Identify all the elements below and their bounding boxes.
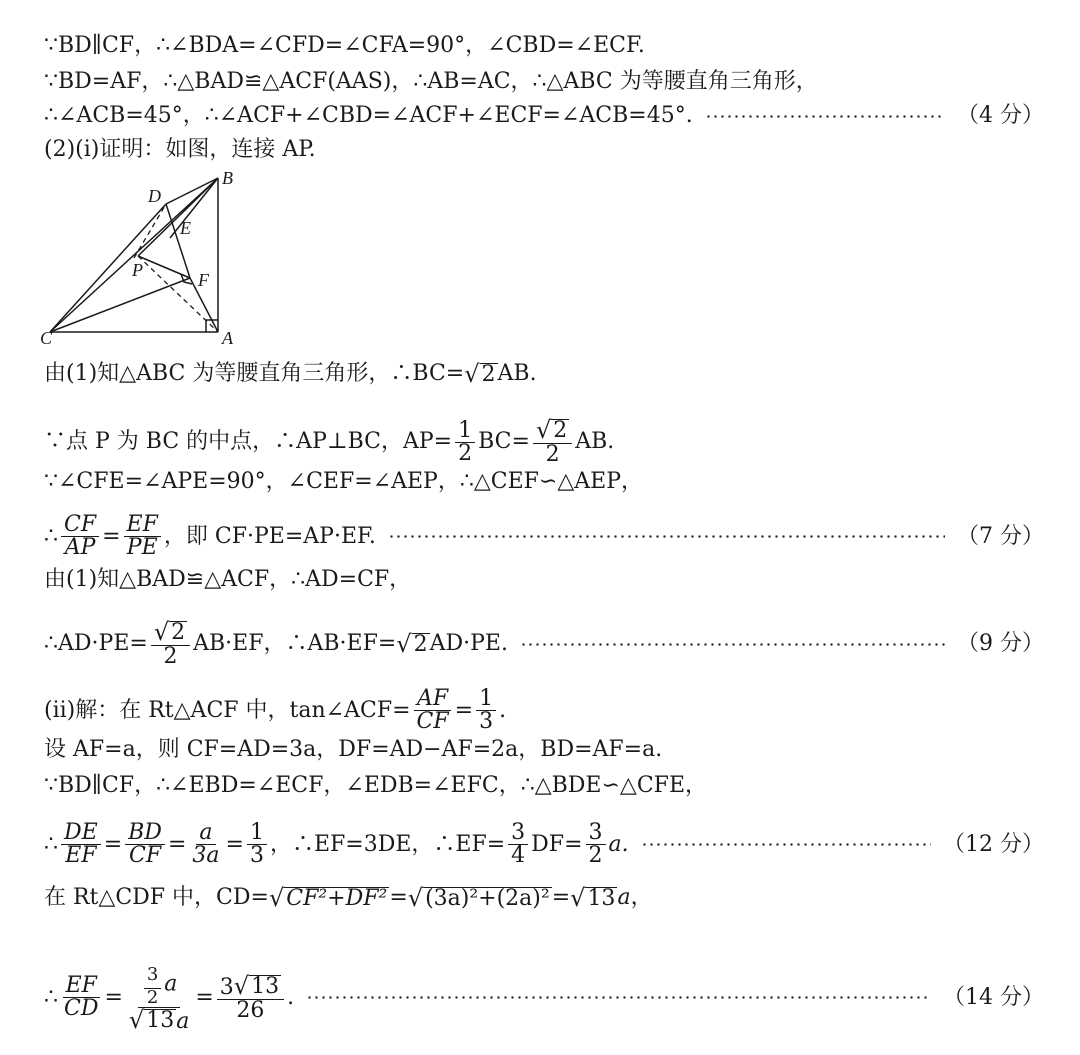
- point-label-e: E: [180, 218, 191, 238]
- fraction: $\frac{EF}{PE}$: [124, 514, 161, 559]
- dot-leader: [705, 115, 945, 118]
- fraction: √ 2 2: [151, 620, 190, 668]
- score-mark: （12 分）: [943, 831, 1044, 857]
- fraction: 3 √ 13 26: [217, 974, 284, 1022]
- sqrt-expr: √ (3a)²+(2a)²: [407, 884, 550, 912]
- fraction: $\frac{a}{3a}$: [192, 820, 220, 868]
- fraction: $\frac{1}{2}$: [455, 420, 475, 465]
- score-mark: （7 分）: [957, 523, 1044, 549]
- text-line: ∵点 P 为 BC 的中点，∴AP⊥BC，AP= $\frac{1}{2}$ BC= √ 2 2 AB.: [44, 416, 615, 467]
- dot-leader: [641, 843, 931, 846]
- score-mark: （9 分）: [957, 631, 1044, 656]
- text-line: ∵∠CFE=∠APE=90°，∠CEF=∠AEP，∴△CEF∽△AEP，: [44, 469, 644, 494]
- sqrt-expr: √ 2: [396, 630, 428, 658]
- text-line: 由(1)知△ABC 为等腰直角三角形，∴BC= √ 2 AB.: [44, 360, 537, 388]
- fraction: $\frac{1}{3}$: [476, 688, 496, 733]
- text-line: 由(1)知△BAD≌△ACF，∴AD=CF，: [44, 567, 412, 592]
- fraction: $\frac{EF}{CD}$: [64, 973, 99, 1021]
- geometry-figure: [40, 168, 250, 348]
- point-label-b: B: [222, 168, 233, 188]
- dot-leader: [306, 996, 931, 999]
- text-line: ∵BD=AF，∴△BAD≌△ACF(AAS)，∴AB=AC，∴△ABC 为等腰直角三角形，: [44, 69, 818, 94]
- fraction: √ 2 2: [533, 418, 572, 466]
- text-line: 在 Rt△CDF 中，CD= √ CF²+DF² = √ (3a)²+(2a)² = √ 13 a ，: [44, 884, 653, 912]
- point-label-d: D: [148, 186, 161, 206]
- score-mark: （14 分）: [943, 984, 1044, 1010]
- text-line: ∴ $\frac{CF}{AP}$ = $\frac{EF}{PE}$ ，即 CF·PE=AP·EF. （7 分）: [44, 512, 1044, 560]
- dot-leader: [520, 643, 945, 646]
- text-line: ∴ $\frac{DE}{EF}$ = $\frac{BD}{CF}$ = $\frac{a}{3a}$ = $\frac{1}{3}$ ，∴EF=3DE，∴EF= $\frac{3}{4}$ DF= $\frac{3}{2}$ a. （12 分）: [44, 820, 1044, 868]
- fraction: $\frac{AF}{CF}$: [414, 688, 452, 733]
- score-mark: （4 分）: [957, 103, 1044, 128]
- fraction: $\frac{3}{4}$: [508, 822, 528, 867]
- point-label-a: A: [222, 328, 233, 348]
- point-label-c: C: [40, 328, 53, 348]
- fraction: $\frac{3}{2}$: [586, 822, 606, 867]
- fraction: $\frac{1}{3}$: [247, 822, 267, 867]
- fraction: $\frac{BD}{CF}$: [125, 822, 165, 867]
- text-line: 设 AF=a，则 CF=AD=3a，DF=AD−AF=2a，BD=AF=a.: [44, 737, 663, 762]
- text-line: (ii)解：在 Rt△ACF 中，tan∠ACF= $\frac{AF}{CF}$ = $\frac{1}{3}$ .: [44, 686, 507, 734]
- sqrt-expr: √ 13: [570, 884, 616, 912]
- text-line: ∵BD∥CF，∴∠BDA=∠CFD=∠CFA=90°，∠CBD=∠ECF.: [44, 33, 645, 58]
- text-line: ∴AD·PE= √ 2 2 AB·EF，∴AB·EF= √ 2 AD·PE. （9 分）: [44, 618, 1044, 669]
- text-line: (2)(i)证明：如图，连接 AP.: [44, 137, 316, 162]
- dot-leader: [388, 535, 945, 538]
- text-line: ∴∠ACB=45°，∴∠ACF+∠CBD=∠ACF+∠ECF=∠ACB=45°. （4 分）: [44, 103, 1044, 128]
- text-line: ∵BD∥CF，∴∠EBD=∠ECF，∠EDB=∠EFC，∴△BDE∽△CFE，: [44, 773, 707, 798]
- text-line: ∴ $\frac{EF}{CD}$ = $\frac{3}{2}$ a √ 13 a = 3 √ 13 26 . （14 分）: [44, 964, 1044, 1034]
- compound-fraction: $\frac{3}{2}$ a √ 13 a: [128, 964, 190, 1034]
- sqrt-expr: √ CF²+DF²: [268, 884, 388, 912]
- fraction: $\frac{CF}{AP}$: [61, 514, 99, 559]
- point-label-p: P: [132, 260, 143, 280]
- point-label-f: F: [198, 270, 209, 290]
- fraction: $\frac{DE}{EF}$: [61, 822, 101, 867]
- sqrt-expr: √ 2: [464, 360, 496, 388]
